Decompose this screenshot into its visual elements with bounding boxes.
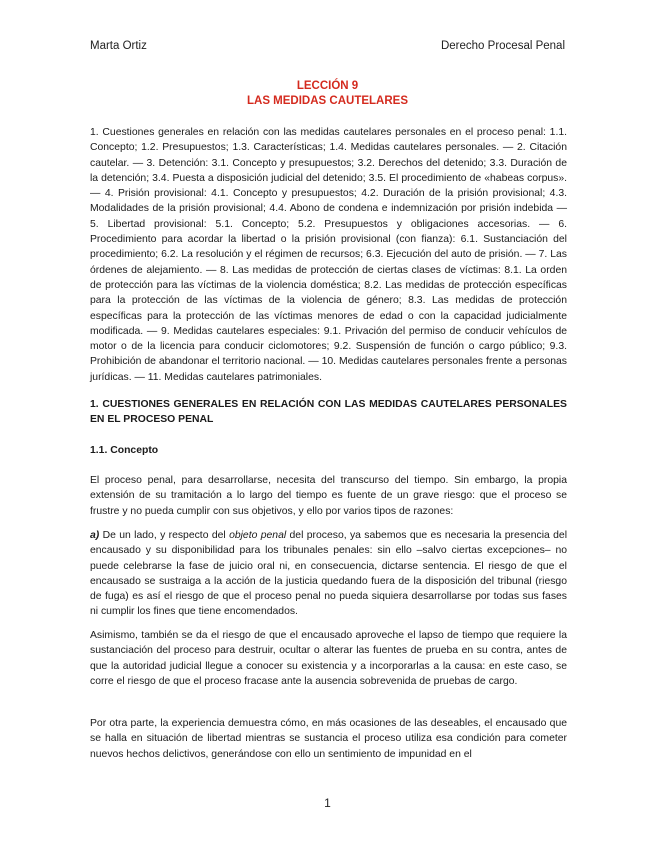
lesson-number: LECCIÓN 9 <box>296 80 359 92</box>
list-marker: a) <box>90 530 100 541</box>
page-number: 1 <box>324 796 331 810</box>
paragraph-reoffense-risk: Por otra parte, la experiencia demuestra cómo, en más ocasiones de las deseables, el encausado que se halla en situación de libertad mientras se sustancia el proceso utiliza esa condición para cometer nuevos hechos delictivos, generándose con ello un sentimiento de impunidad en el <box>90 718 567 760</box>
lesson-summary <box>90 125 567 385</box>
section-heading: 1. CUESTIONES GENERALES EN RELACIÓN CON LAS MEDIDAS CAUTELARES PERSONALES EN EL PROCESO PENAL <box>90 399 567 426</box>
paragraph-intro: El proceso penal, para desarrollarse, necesita del transcurso del tiempo. Sin embargo, la propia extensión de su tramitación a lo largo del tiempo es fuente de un grave riesgo: que el proceso se frustre y no pueda cumplir con sus objetivos, y ello por varios tipos de razones: <box>90 475 567 517</box>
emphasis: objeto penal <box>229 530 287 541</box>
summary-text: 1. Cuestiones generales en relación con las medidas cautelares personales en el proceso penal: 1.1. Concepto; 1.2. Presupuestos; 1.3. Características; 1.4. Medidas cautelares personales. — 2. Citación cautelar. — 3. Detención: 3.1. Concepto y presupuestos; 3.2. Derechos del detenido; 3.3. Duración de la detención; 3.4. Puesta a disposición judicial del detenido; 3.5. El procedimiento de «habeas corpus». — 4. Prisión provisional: 4.1. Concepto y presupuestos; 4.2. Duración de la prisión provisional; 4.3. Modalidades de la prisión provisional; 4.4. Abono de condena e indemnización por prisión indebida — 5. Libertad provisional: 5.1. Concepto; 5.2. Presupuestos y obligaciones accesorias. — 6. Procedimiento para acordar la libertad o la prisión provisional (con fianza): 6.1. Sustanciación del procedimiento; 6.2. La resolución y el régimen de recursos; 6.3. Ejecución del auto de prisión. — 7. Las órdenes de alejamiento. — 8. Las medidas de protección de ciertas clases de víctimas: 8.1. La orden de protección para las víctimas de la violencia doméstica; 8.2. Las medidas de protección específicas para la protección de las víctimas de la violencia de género; 8.3. Las medidas de protección específicas para la protección de las víctimas menores de edad o con la capacidad judicialmente modificada. — 9. Medidas cautelares especiales: 9.1. Privación del permiso de conducir vehículos de motor o de la licencia para conducir ciclomotores; 9.2. Suspensión de función o cargo público; 9.3. Prohibición de abandonar el territorio nacional. — 10. Medidas cautelares personales frente a personas jurídicas. — 11. Medidas cautelares patrimoniales. <box>90 127 567 383</box>
header-subject: Derecho Procesal Penal <box>440 40 565 52</box>
header-author: Marta Ortiz <box>90 40 147 52</box>
page-header <box>90 40 565 52</box>
subsection-heading: 1.1. Concepto <box>90 445 159 456</box>
paragraph-a: a) De un lado, y respecto del objeto penal del proceso, ya sabemos que es necesaria la presencia del encausado y su disponibilidad para los tribunales penales: sin ello –salvo ciertas excepciones– no puede celebrarse la fase de juicio oral ni, en consecuencia, dictarse sentencia. El riesgo de que el encausado se sustraiga a la acción de la justicia quedando fuera de la disposición del tribunal (riesgo de fuga) es así el riesgo de que el proceso penal no pueda siquiera desarrollarse por todas sus fases ni cumplir los fines que tiene encomendados. <box>90 530 568 618</box>
paragraph-evidence-risk: Asimismo, también se da el riesgo de que el encausado aproveche el lapso de tiempo que requiere la sustanciación del proceso para destruir, ocultar o alterar las fuentes de prueba en su contra, antes de que la autoridad judicial llegue a conocer su existencia y a incorporarlas a la causa: en este caso, se corre el riesgo de que el proceso fracase ante la ausencia sobrevenida de pruebas de cargo. <box>90 630 567 687</box>
lesson-name: LAS MEDIDAS CAUTELARES <box>246 95 408 107</box>
lesson-title <box>0 79 655 109</box>
